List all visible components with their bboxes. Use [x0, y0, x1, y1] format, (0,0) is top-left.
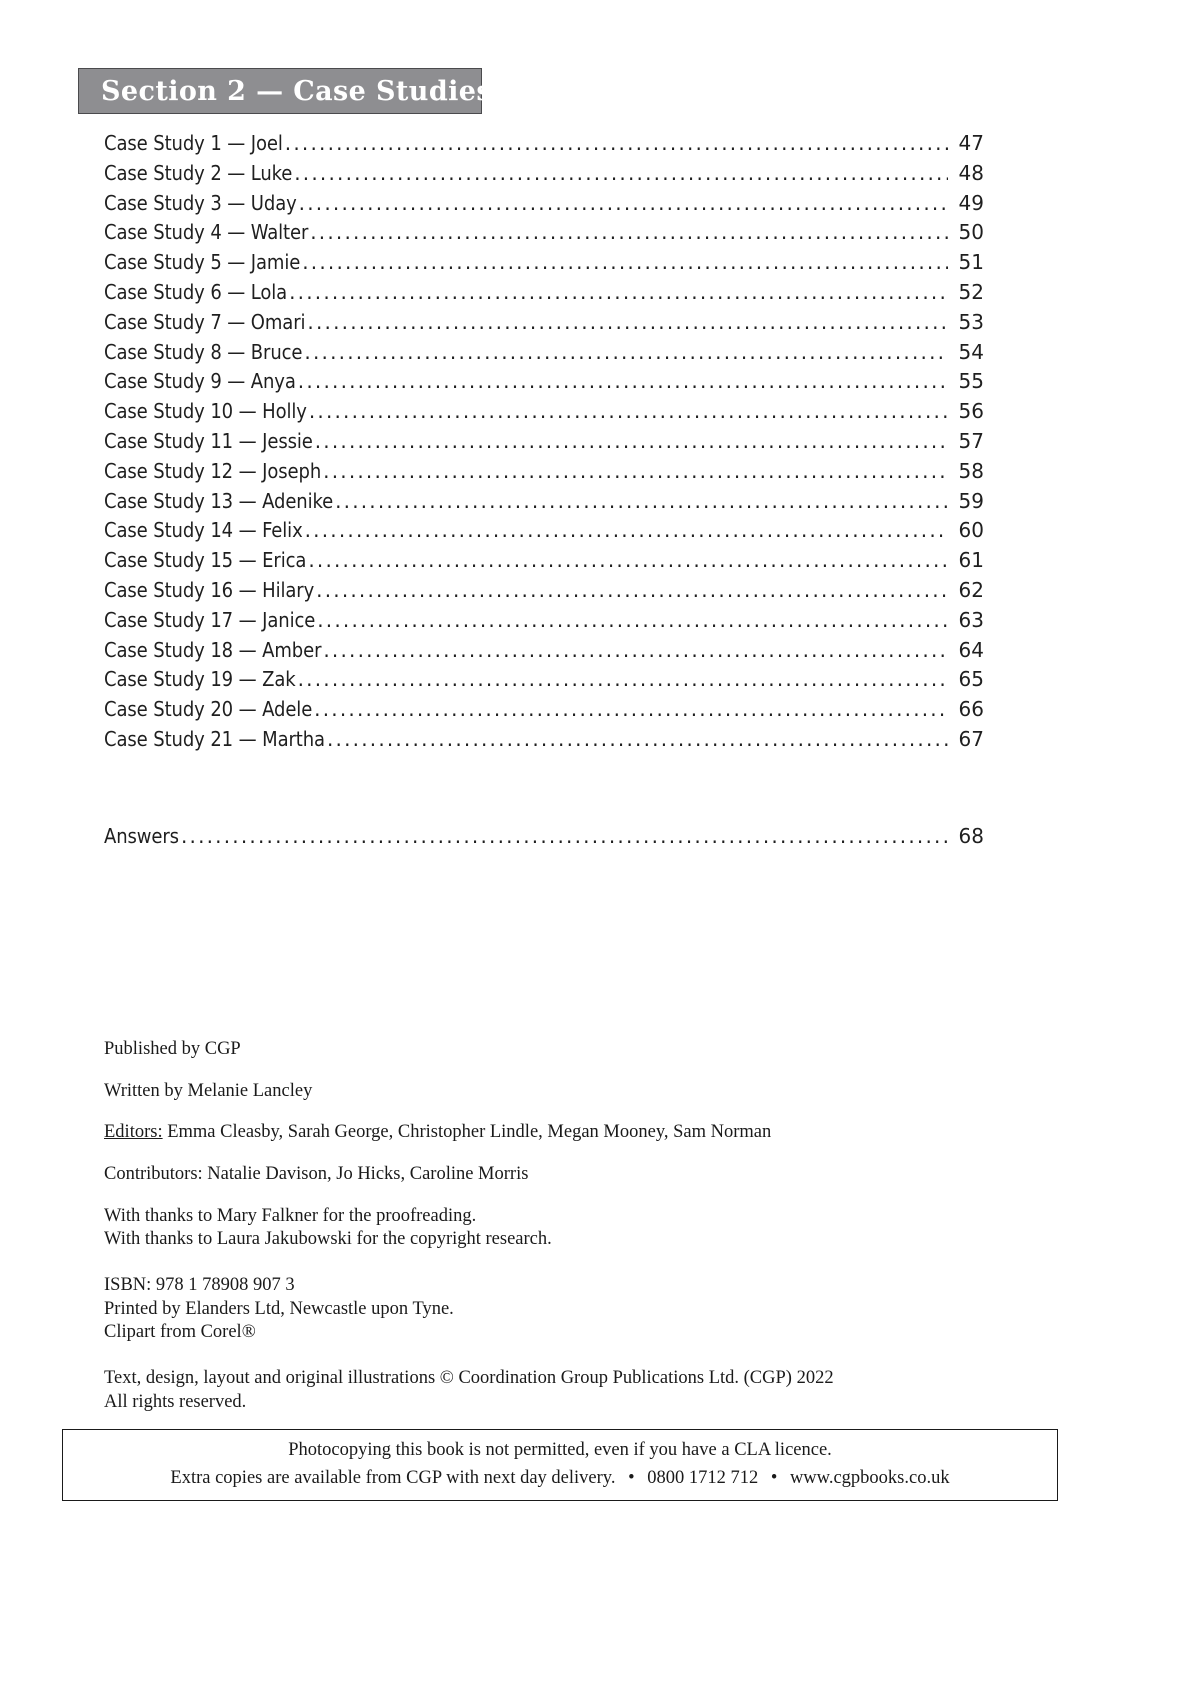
toc-entry[interactable] — [104, 667, 984, 697]
toc-entry-title: Case Study 10 — Holly — [104, 399, 307, 424]
toc-entry-page-number: 50 — [958, 220, 984, 245]
credit-editors-names: Emma Cleasby, Sarah George, Christopher Lindle, Megan Mooney, Sam Norman — [167, 1122, 772, 1143]
footer-photocopy-notice: Photocopying this book is not permitted, even if you have a CLA licence. — [288, 1440, 832, 1461]
publication-credits — [104, 1038, 984, 1414]
toc-entry-title: Case Study 6 — Lola — [104, 279, 288, 304]
toc-entry-title: Case Study 1 — Joel — [104, 131, 283, 155]
toc-entry[interactable] — [104, 429, 984, 459]
dot-leader — [317, 610, 948, 630]
dot-leader — [285, 133, 948, 153]
footer-separator-1: • — [628, 1468, 635, 1488]
dot-leader — [181, 826, 948, 846]
dot-leader — [298, 371, 948, 391]
toc-entry[interactable] — [104, 340, 984, 370]
toc-entry[interactable] — [104, 489, 984, 519]
dot-leader — [294, 163, 948, 183]
dot-leader — [298, 669, 948, 689]
toc-entry-title: Answers — [104, 824, 179, 848]
credit-editors — [104, 1121, 984, 1145]
dot-leader — [307, 312, 948, 332]
toc-entry-page-number: 61 — [958, 548, 984, 573]
toc-entry-page-number: 68 — [958, 824, 984, 848]
dot-leader — [310, 222, 948, 242]
toc-entry-title: Case Study 7 — Omari — [104, 309, 306, 334]
toc-entry[interactable] — [104, 191, 984, 221]
footer-phone-number: 0800 1712 712 — [647, 1468, 759, 1488]
toc-entry-answers[interactable] — [104, 824, 984, 854]
toc-entry-title: Case Study 13 — Adenike — [104, 488, 334, 513]
dot-leader — [327, 729, 948, 749]
toc-entry-page-number: 62 — [958, 577, 984, 602]
toc-entry-page-number: 65 — [958, 667, 984, 692]
section-header-title: Section 2 — Case Studies — [101, 75, 492, 107]
toc-entry-page-number: 53 — [958, 309, 984, 334]
toc-entry[interactable] — [104, 131, 984, 161]
credit-rights-line: All rights reserved. — [104, 1391, 247, 1412]
toc-entry[interactable] — [104, 518, 984, 548]
credit-clipart: Clipart from Corel® — [104, 1322, 256, 1343]
toc-entry[interactable] — [104, 608, 984, 638]
dot-leader — [316, 580, 948, 600]
toc-entry[interactable] — [104, 369, 984, 399]
toc-entry-title: Case Study 9 — Anya — [104, 369, 296, 394]
toc-entry-page-number: 51 — [958, 250, 984, 275]
toc-entry-page-number: 54 — [958, 339, 984, 364]
toc-entry-title: Case Study 11 — Jessie — [104, 428, 313, 453]
section-header-banner — [78, 68, 492, 114]
dot-leader — [335, 491, 948, 511]
toc-entry-title: Case Study 18 — Amber — [104, 637, 322, 662]
toc-entry-page-number: 56 — [958, 399, 984, 424]
footer-extra-copies-text: Extra copies are available from CGP with next day delivery. — [170, 1468, 616, 1488]
credit-published-by: Published by CGP — [104, 1039, 241, 1059]
toc-entry-page-number: 66 — [958, 697, 984, 722]
dot-leader — [302, 252, 948, 272]
toc-entry-page-number: 63 — [958, 607, 984, 632]
toc-entry-page-number: 57 — [958, 428, 984, 453]
footer-website-link[interactable]: www.cgpbooks.co.uk — [789, 1468, 950, 1488]
toc-entry[interactable] — [104, 399, 984, 429]
toc-entry-page-number: 55 — [958, 369, 984, 394]
toc-entry-title: Case Study 19 — Zak — [104, 667, 296, 692]
toc-entry[interactable] — [104, 697, 984, 727]
dot-leader — [305, 520, 948, 540]
toc-entry-title: Case Study 17 — Janice — [104, 607, 316, 632]
footer-notice-box — [62, 1429, 1058, 1501]
dot-leader — [323, 640, 948, 660]
credit-contributors: Contributors: Natalie Davison, Jo Hicks, Caroline Morris — [104, 1164, 529, 1185]
credit-copyright-line: Text, design, layout and original illustrations © Coordination Group Publications Ltd. (CGP) 2022 — [104, 1368, 834, 1389]
toc-entry-page-number: 47 — [958, 131, 984, 155]
dot-leader — [308, 550, 948, 570]
toc-entry[interactable] — [104, 161, 984, 191]
table-of-contents-answers — [104, 824, 984, 854]
toc-entry-title: Case Study 5 — Jamie — [104, 250, 301, 275]
toc-entry-page-number: 48 — [958, 160, 984, 185]
toc-entry-title: Case Study 16 — Hilary — [104, 577, 315, 602]
toc-entry[interactable] — [104, 727, 984, 757]
credit-written-by: Written by Melanie Lancley — [104, 1080, 313, 1101]
toc-entry-title: Case Study 8 — Bruce — [104, 339, 303, 364]
credit-isbn: ISBN: 978 1 78908 907 3 — [104, 1275, 295, 1296]
toc-entry-title: Case Study 12 — Joseph — [104, 458, 322, 483]
toc-entry[interactable] — [104, 578, 984, 608]
footer-separator-2: • — [770, 1468, 778, 1488]
toc-entry-title: Case Study 3 — Uday — [104, 190, 297, 215]
credit-editors-label: Editors: — [104, 1122, 163, 1143]
toc-entry-title: Case Study 14 — Felix — [104, 518, 303, 543]
toc-entry[interactable] — [104, 250, 984, 280]
toc-entry-page-number: 60 — [958, 518, 984, 543]
dot-leader — [315, 431, 948, 451]
toc-entry-title: Case Study 4 — Walter — [104, 220, 309, 245]
toc-entry-title: Case Study 20 — Adele — [104, 697, 313, 722]
toc-entry-title: Case Study 2 — Luke — [104, 160, 293, 185]
toc-entry[interactable] — [104, 310, 984, 340]
toc-entry-page-number: 64 — [958, 637, 984, 662]
toc-entry[interactable] — [104, 280, 984, 310]
credit-thanks-proofreading: With thanks to Mary Falkner for the proofreading. — [104, 1205, 477, 1226]
toc-entry[interactable] — [104, 220, 984, 250]
dot-leader — [289, 282, 948, 302]
footer-contact-line — [170, 1465, 949, 1493]
dot-leader — [309, 401, 948, 421]
dot-leader — [314, 699, 948, 719]
credit-printed-by: Printed by Elanders Ltd, Newcastle upon Tyne. — [104, 1298, 454, 1319]
toc-entry-page-number: 58 — [958, 458, 984, 483]
credit-thanks-copyright: With thanks to Laura Jakubowski for the copyright research. — [104, 1229, 552, 1250]
toc-entry-page-number: 67 — [958, 726, 984, 751]
toc-entry[interactable] — [104, 638, 984, 668]
toc-entry-page-number: 49 — [958, 190, 984, 215]
toc-entry-title: Case Study 15 — Erica — [104, 548, 307, 573]
dot-leader — [323, 461, 948, 481]
dot-leader — [304, 342, 948, 362]
toc-entry-page-number: 52 — [958, 279, 984, 304]
toc-entry-page-number: 59 — [958, 488, 984, 513]
dot-leader — [299, 193, 948, 213]
toc-entry[interactable] — [104, 548, 984, 578]
toc-entry[interactable] — [104, 459, 984, 489]
table-of-contents — [104, 131, 984, 757]
toc-entry-title: Case Study 21 — Martha — [104, 726, 325, 751]
